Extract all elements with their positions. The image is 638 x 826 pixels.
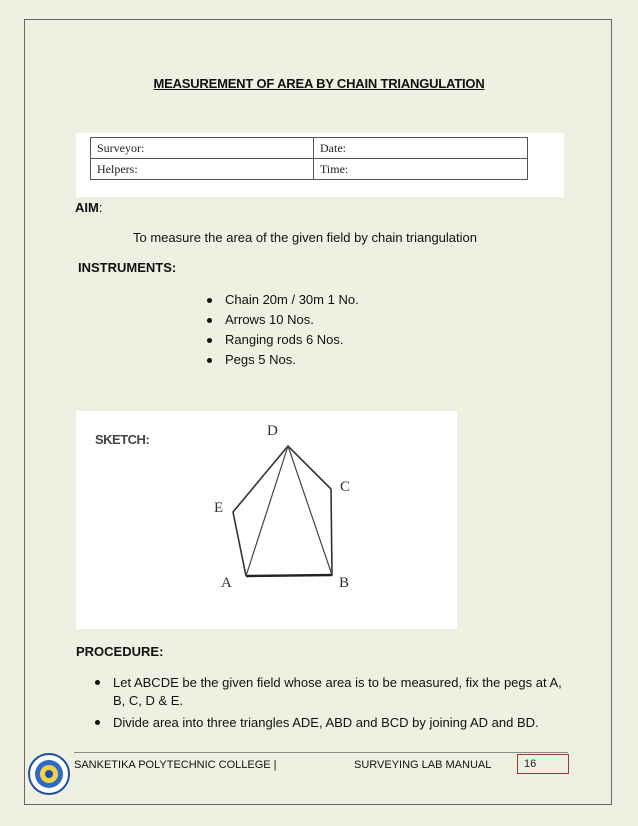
page-title: MEASUREMENT OF AREA BY CHAIN TRIANGULATION [153,76,485,91]
list-item: Let ABCDE be the given field whose area is to be measured, fix the pegs at A, B, C, D & E. [93,674,563,710]
aim-label: AIM [75,200,99,215]
list-item: Arrows 10 Nos. [205,310,359,330]
instruments-heading: INSTRUMENTS: [78,260,177,275]
procedure-heading: PROCEDURE: [76,644,164,659]
field-boundary [233,446,332,576]
point-label-c: C [340,479,351,495]
sketch-title: SKETCH: [95,432,150,447]
record-form [76,133,564,197]
point-label-b: B [339,575,350,591]
instruments-list [205,290,359,370]
procedure-list [93,674,563,736]
tie-line-ad [246,446,288,576]
date-field: Date: [314,138,528,159]
point-label-e: E [214,500,224,516]
aim-colon: : [98,200,103,215]
footer-college: SANKETIKA POLYTECHNIC COLLEGE | [74,759,277,771]
footer-manual-title: SURVEYING LAB MANUAL [354,759,492,771]
aim-heading [75,200,102,215]
sketch-figure [76,411,457,629]
base-line-ab [246,575,332,576]
point-label-a: A [221,575,232,591]
list-item: Chain 20m / 30m 1 No. [205,290,359,310]
surveyor-field: Surveyor: [91,138,314,159]
college-logo [28,753,70,795]
point-label-d: D [267,423,278,439]
list-item: Divide area into three triangles ADE, ABD and BCD by joining AD and BD. [93,714,563,732]
sketch-diagram [76,411,457,629]
list-item: Pegs 5 Nos. [205,350,359,370]
list-item: Ranging rods 6 Nos. [205,330,359,350]
helpers-field: Helpers: [91,159,314,180]
record-form-table [90,137,528,180]
page-number: 16 [524,758,537,770]
aim-text: To measure the area of the given field by chain triangulation [133,230,477,245]
time-field: Time: [314,159,528,180]
footer-divider [74,752,568,753]
tie-line-bd [288,446,332,575]
